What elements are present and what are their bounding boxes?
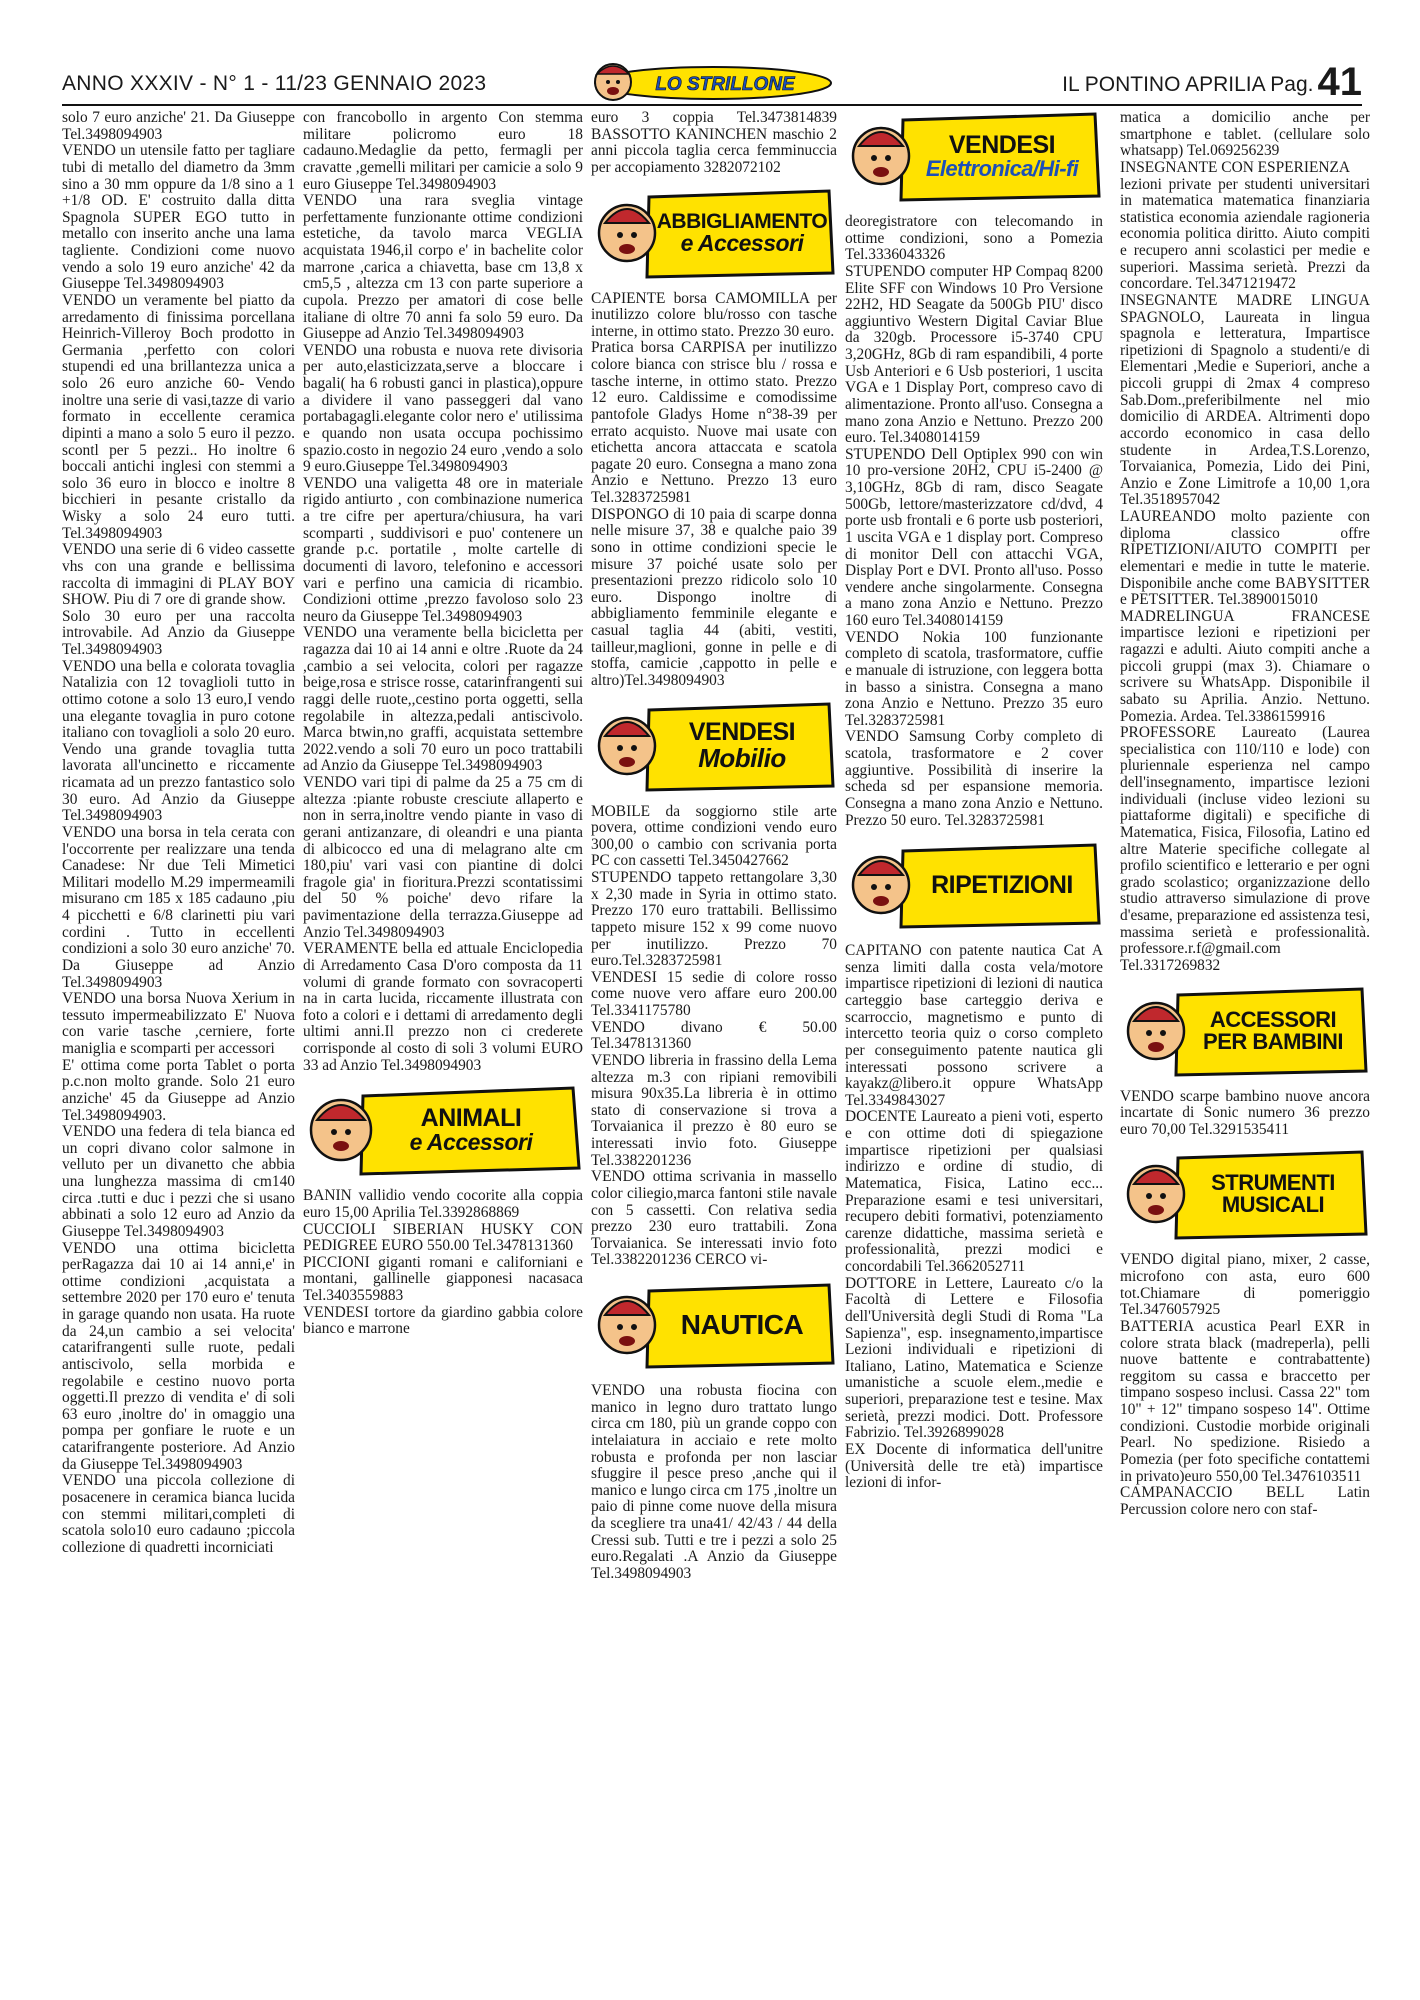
classified-ad: BANIN vallidio vendo cocorite alla coppia euro 15,00 Aprilia Tel.3392868869 [303, 1187, 583, 1221]
classified-ad: CAPITANO con patente nautica Cat A senza limiti dalla costa vela/motore impartisce ripetizioni di lezioni di nautica carteggio base carteggio deriva e scarroccio, magnetismo e punto di intercetto teoria quiz o corso completo per conseguimento patente nautica gli interessati possono scrivere a kayakz@libero.it oppure WhatsApp Tel.3349843027 [845, 942, 1103, 1109]
classified-ad: VENDO una veramente bella bicicletta per ragazza dai 10 ai 14 anni e oltre .Ruote da 24 ,cambio a sei velocita, colori per ragazze beige,rosa e strisce rosse, catarinfrangenti sui raggi delle ruote,,cestino porta oggetti, sella regolabile in altezza,pedali antiscivolo. Marca btwin,no graffi, acquistata settembre 2022.vendo a soli 70 euro un poco trattabili ad Anzio da Giuseppe Tel.3498094903 [303, 624, 583, 775]
logo-text: LO STRILLONE [655, 74, 795, 95]
section-title: STRUMENTI [1211, 1170, 1335, 1196]
classified-ad: euro 3 coppia Tel.3473814839 BASSOTTO KANINCHEN maschio 2 anni piccola taglia cerca femminuccia per accopiamento 3282072102 [591, 110, 837, 176]
classified-ad: STUPENDO computer HP Compaq 8200 Elite SFF con Windows 10 Pro Versione 22H2, HD Seagate da 500Gb PIU' disco aggiuntivo Western Digital Caviar Blue da 320gb. Processore i5-3740 CPU 3,20GHz, 8Gb di ram espandibili, 4 porte Usb Anteriori e 6 Usb posteriori, 1 uscita VGA e 1 Display Port, compreso cavo di alimentazione. Pronto all'uso. Consegna a mano zona Anzio e Nettuno. Prezzo 200 euro. Tel.3408014159 [845, 262, 1103, 447]
section-title: RIPETIZIONI [931, 870, 1073, 899]
classified-ad: CAMPANACCIO BELL Latin Percussion colore nero con staf- [1120, 1484, 1370, 1518]
column-4 [845, 110, 1103, 1990]
classified-ad: VENDO libreria in frassino della Lema altezza m.3 con ripiani removibili misura 90x35.La libreria è in ottimo stato di conservazione si trova a Torvaianica il prezzo è 80 euro se interessati invio foto. Giuseppe Tel.3382201236 [591, 1051, 837, 1169]
section-banner-bambini [1120, 985, 1370, 1077]
section-title: VENDESI [688, 718, 796, 746]
classified-ad: VENDO una rara sveglia vintage perfettamente funzionante ottime condizioni estetiche, da tavolo marca VEGLIA acquistata 1946,il corpo e' in bachelite color marrone ,carica a chiavetta, base cm 13,8 x cm5,5 , altezza cm 13 con parte superiore a cupola. Prezzo per amatori di cose belle italiane di oltre 70 anni fa solo 59 euro. Da Giuseppe ad Anzio Tel.3498094903 [303, 192, 583, 343]
classified-ad: VENDO vari tipi di palme da 25 a 75 cm di altezza :piante robuste cresciute allaperto e non in serra,inoltre vendo piante in vaso di gerani antizanzare, di oleandri e una pianta di albicocco ed una di melagrano alte cm 180,piu' vari vasi con piantine di dolci fragole gia' in fioritura.Prezzi scontatissimi del 50 % poiche' devo rifare la pavimentazione della terrazza.Giuseppe ad Anzio Tel.3498094903 [303, 774, 583, 941]
column-2 [303, 110, 583, 1990]
classified-ad: VERAMENTE bella ed attuale Enciclopedia di Arredamento Casa D'oro composta da 11 volumi di grande formato con sovracoperti na in carta lucida, riccamente illustrata con foto a colori e i dettami di arredamento degli ultimi anni.Il prezzo non ci crederete corrisponde al costo di soli 3 volumi EURO 33 ad Anzio Tel.3498094903 [303, 940, 583, 1074]
classified-ad: VENDO Nokia 100 funzionante completo di scatola, trasformatore, cuffie e manuale di istruzione, con leggera botta in basso a sinistra. Consegna a mano zona Anzio e Nettuno. Prezzo 35 euro Tel.3283725981 [845, 628, 1103, 729]
section-banner-musicali [1120, 1148, 1370, 1240]
classified-ad: VENDO un veramente bel piatto da arredamento di finissima porcellana Heinrich-Villeroy Boch prodotto in Germania ,perfetto con colori stupendi ed una brillantezza unica a solo 26 euro anziche 60- Vendo inoltre una serie di vasi,tazze di vario formato in eccellente ceramica dipinti a mano a solo 5 euro il pezzo. scontl per 5 pezzi.. Ho inoltre 6 boccali antichi inglesi con stemmi a solo 36 euro in blocco e inoltre 8 bicchieri in pesante cristallo da Wisky a solo 24 euro tutti. Tel.3498094903 [62, 291, 295, 542]
section-banner-animali [303, 1084, 583, 1176]
classified-ad: VENDO una borsa in tela cerata con l'occorrente per realizzare una tenda Canadese: Nr due Teli Mimetici Militari modello M.29 impermeamili misurano cm 185 x 185 cadauno ,piu 4 picchetti e 6/8 clarinetti piu vari cordini . Tutto in eccellenti condizioni a solo 30 euro anziche' 70. Da Giuseppe ad Anzio Tel.3498094903 [62, 823, 295, 991]
classified-ad: DOCENTE Laureato a pieni voti, esperto e con ottime doti di spiegazione impartisce ripetizioni per qualsiasi indirizzo e ordine di studio, di Matematica, Fisica, Latino ecc... Preparazione esami e tesi universitari, recupero debiti formativi, potenziamento carenze didattiche, massima serietà e professionalità, prezzi modici e concordabili Tel.3662052711 [845, 1108, 1103, 1275]
classified-ad: PICCIONI giganti romani e californiani e montani, gallinelle giapponesi nacasaca Tel.3403559883 [303, 1253, 583, 1304]
classified-ad: VENDO un utensile fatto per tagliare tubi di metallo del diametro da 3mm sino a 30 mm oppure da 1/8 sino a 1 +1/8 OD. E' costruito dalla ditta Spagnola SUPER EGO tutto in metallo con inserito anche una lama tagliente. Condizioni come nuovo vendo a solo 19 euro anziche' 42 da Giuseppe Tel.3498094903 [62, 142, 295, 293]
classified-ad: VENDO scarpe bambino nuove ancora incartate di Sonic numero 36 prezzo euro 70,00 Tel.3291535411 [1120, 1087, 1370, 1138]
classified-ad: CUCCIOLI SIBERIAN HUSKY CON PEDIGREE EURO 550.00 Tel.3478131360 [303, 1220, 583, 1255]
classified-ad: VENDO una serie di 6 video cassette vhs con una grande e bellissima raccolta di immagini di PLAY BOY SHOW. Piu di 7 ore di grande show. [62, 541, 295, 609]
section-title: NAUTICA [680, 1309, 804, 1340]
classified-ad: INSEGNANTE MADRE LINGUA SPAGNOLO, Laureata in lingua spagnola e letteratura, Impartisce ripetizioni di Spagnolo a studenti/e di Elementari ,Medie e Superiori, anche a piccoli gruppi di 2max 4 compreso Sab.Dom.,preferibilmente nel mio domicilio di ARDEA. Altrimenti dopo accordo economico in casa dello studente in Ardea,T.S.Lorenzo, Torvaianica, Pomezia, Lido dei Pini, Anzio e Zone Limitrofe a 10,00 1,ora Tel.3518957042 [1120, 291, 1370, 509]
classified-ad: STUPENDO tappeto rettangolare 3,30 x 2,30 made in Syria in ottimo stato. Prezzo 170 euro trattabili. Bellissimo tappeto misure 152 x 99 come nuovo per inutilizzo. Prezzo 70 euro.Tel.3283725981 [591, 869, 837, 970]
classified-ad: VENDO divano € 50.00 Tel.3478131360 [591, 1018, 837, 1053]
classified-ad: BATTERIA acustica Pearl EXR in colore strata black (madreperla), pelli nuove battente e contrabattente) reggitom su cassa e braccetto per timpano sospeso inclusi. Cassa 22" tom 10" + 12" timpano sospeso 14". Ottime condizioni. Custodie morbide originali Pearl. No spedizione. Risiedo a Pomezia (per foto specifiche contattemi in privato)euro 550,00 Tel.3476103511 [1120, 1317, 1370, 1485]
section-title: ABBIGLIAMENTO [656, 209, 828, 233]
classified-ad: VENDO una borsa Nuova Xerium in tessuto impermeabilizzato E' Nuova con varie tasche ,cerniere, forte maniglia e scomparti per accessori [62, 990, 295, 1057]
classified-ad: con francobollo in argento Con stemma militare policromo euro 18 cadauno.Medaglie da petto, fermagli per cravatte ,gemelli militari per camicie a solo 9 euro Giuseppe Tel.3498094903 [303, 110, 583, 193]
classified-ad: CAPIENTE borsa CAMOMILLA per inutilizzo colore blu/rosso con tasche interne, in ottimo stato. Prezzo 30 euro. [591, 289, 837, 340]
classified-ad: STUPENDO Dell Optiplex 990 con win 10 pro-versione 20H2, CPU i5-2400 @ 3,10GHz, 8Gb di ram, disco Seagate 500Gb, lettore/masterizzatore cd/dvd, 4 porte usb frontali e 6 porte usb posteriori, 1 uscita VGA e 1 display port. Compreso di monitor Dell con attacchi VGA, Display Port e DVI. Pronto all'uso. Posso vendere anche singolarmente. Consegna a mano zona Anzio e Nettuno. Prezzo 160 euro Tel.3408014159 [845, 445, 1103, 629]
classified-ad: VENDO ottima scrivania in massello color ciliegio,marca fantoni stile navale con 5 cassetti. Con relativa sedia prezzo 230 euro trattabili. Zona Torvaianica. Se interessati invio foto Tel.3382201236 CERCO vi- [591, 1168, 837, 1269]
section-subtitle: e Accessori [409, 1129, 533, 1156]
classified-ad: deoregistratore con telecomando in ottime condizioni, sono a Pomezia Tel.3336043326 [845, 213, 1103, 264]
publication-name: IL PONTINO APRILIA Pag. [1062, 73, 1314, 96]
section-banner-ripetizioni [845, 839, 1103, 931]
classified-ad: VENDO una ottima bicicletta perRagazza dai 10 ai 14 anni,e' in ottime condizioni ,acquistata a settembre 2020 per 170 euro e' tenuta in garage quando non usata. Ha ruote da 24,un cambio a sei velocita' catarifrangenti sulle ruote, pedali antiscivolo, sella morbida e regolabile e cestino nuovo porta oggetti.Il prezzo di vendita e' di soli 63 euro ,inoltre do' in omaggio una pompa per gonfiare le ruote e un catarifrangente posteriore. Ad Anzio da Giuseppe Tel.3498094903 [62, 1239, 295, 1473]
classified-ad: DOTTORE in Lettere, Laureato c/o la Facoltà di Lettere e Filosofia dell'Università degli Studi di Roma "La Sapienza", esp. insegnamento,impartisce Lezioni individuali e ripetizioni di Italiano, Latino, Matematica e Scienze umanistiche a scuole elem.,medie e superiori, preparazione test e tesine. Max serietà, prezzi modici. Dott. Professore Fabrizio. Tel.3926899028 [845, 1274, 1103, 1442]
publication-info [1062, 60, 1362, 105]
classified-ad: LAUREANDO molto paziente con diploma classico offre RIPETIZIONI/AIUTO COMPITI per elementari e medie in tutte le materie. Disponibile anche come BABYSITTER e PETSITTER. Tel.3890015010 [1120, 508, 1370, 609]
section-banner-mobilio [591, 700, 837, 792]
section-title: ACCESSORI [1209, 1006, 1337, 1032]
classified-ad: VENDESI 15 sedie di colore rosso come nuove vero affare euro 200.00 Tel.3341175780 [591, 968, 837, 1019]
section-banner-nautica [591, 1279, 837, 1371]
classified-ad: VENDESI tortore da giardino gabbia colore bianco e marrone [303, 1303, 583, 1338]
section-subtitle: Elettronica/Hi-fi [925, 155, 1079, 181]
classified-ad: EX Docente di informatica dell'unitre (Università delle tre età) impartisce lezioni di infor- [845, 1440, 1103, 1492]
classified-ad: VENDO una robusta e nuova rete divisoria per auto,elasticizzata,serve a bloccare i bagali( ha 6 robusti ganci in plastica),oppure a dividere il vano passeggeri dal vano portabagagli.elegante color nero e' utilissima e quando non usata occupa pochissimo spazio.costo in negozio 24 euro ,vendo a solo 9 euro.Giuseppe Tel.3498094903 [303, 341, 583, 476]
classified-ad: MOBILE da soggiorno stile arte povera, ottime condizioni vendo euro 300,00 o cambio con scrivania porta PC con cassetti Tel.3450427662 [591, 802, 837, 870]
classified-ad: E' ottima come porta Tablet o porta p.c.non molto grande. Solo 21 euro anziche' 45 da Giuseppe ad Anzio Tel.3498094903. [62, 1056, 295, 1124]
classified-ad: VENDO una bella e colorata tovaglia Natalizia con 12 tovaglioli tutto in ottimo cotone a solo 13 euro,I vendo una elegante tovaglia in puro cotone italiano con tovaglioli a solo 20 euro. Vendo una grande tovaglia tutta lavorata all'uncinetto e riccamente ricamata ad un prezzo fantastico solo 30 euro. Ad Anzio da Giuseppe Tel.3498094903 [62, 657, 295, 825]
lo-strillone-logo [585, 60, 835, 106]
classified-ad: DISPONGO di 10 paia di scarpe donna nelle misure 37, 38 e qualche paio 39 sono in ottime condizioni specie le misure 37 poiché usate solo per presentazioni prezzo ridicolo solo 10 euro. Dispongo inoltre di abbigliamento femminile elegante e casual taglia 44 (abiti, vestiti, tailleur,maglioni, gonne in pelle e di stoffa, camicie ,cappotto in pelle e altro)Tel.3498094903 [591, 505, 837, 689]
classified-ad: Solo 30 euro per una raccolta introvabile. Ad Anzio da Giuseppe Tel.3498094903 [62, 607, 295, 658]
classified-ad: MADRELINGUA FRANCESE impartisce lezioni e ripetizioni per ragazzi e adulti. Aiuto compiti anche a piccoli gruppi (max 3). Chiamare o scrivere su WhatsApp. Disponibile il sabato su Aprilia. Anzio. Nettuno. Pomezia. Ardea. Tel.3386159916 [1120, 607, 1370, 725]
classified-ad: Pratica borsa CARPISA per inutilizzo colore bianca con strisce blu / rossa e tasche interne, in ottimo stato. Prezzo 12 euro. Caldissime e comodissime pantofole Gladys Home n°38-39 per errato acquisto. Nuove mai usate con etichetta ancora attaccata e scatola pagate 20 euro. Consegna a mano zona Anzio e Nettuno. Prezzo 13 euro Tel.3283725981 [591, 339, 837, 506]
section-banner-abbigliamento [591, 187, 837, 279]
classified-ad: VENDO una robusta fiocina con manico in legno duro trattato lungo circa cm 180, più un grande coppo con intelaiatura in acciaio e rete molto robusta e profonda per non lasciar sfuggire il pesce preso ,anche qui il manico e lungo circa cm 175 ,inoltre un paio di pinne come nuove della misura da scegliere tra una41/ 42/43 / 44 della Cressi sub. Tutti e tre i pezzi a solo 25 euro.Regalati .A Anzio da Giuseppe Tel.3498094903 [591, 1382, 837, 1582]
classified-ad: VENDO una federa di tela bianca ed un copri divano color salmone in velluto per un divanetto che abbia una lunghezza massima di cm140 circa .tutti e duc i pezzi che si usano abbinati a solo 12 euro ad Anzio da Giuseppe Tel.3498094903 [62, 1123, 295, 1240]
column-1 [62, 110, 295, 1990]
classified-ad: lezioni private per studenti universitari in matematica matematica finanziaria statistica economia aziendale ragioneria economia politica diritto. Aiuto compiti e recupero anni scolastici per medie e superiori. Massima serietà. Prezzi da concordare. Tel.3471219472 [1120, 175, 1370, 293]
classified-ad: solo 7 euro anziche' 21. Da Giuseppe Tel.3498094903 [62, 110, 295, 143]
page-number: 41 [1317, 60, 1362, 104]
classified-ad: matica a domicilio anche per smartphone e tablet. (cellulare solo whatsapp) Tel.069256239 [1120, 110, 1370, 160]
section-banner-elettronica [845, 110, 1103, 202]
classified-ad: PROFESSORE Laureato (Laurea specialistica con 110/110 e lode) con pluriennale esperienza nel campo dell'insegnamento, impartisce lezioni individuali (incluse video lezioni su piattaforme digitali) e specifiche di Matematica, Fisica, Filosofia, Latino ed altre Materie specifiche collegate al profilo scientifico e letterario e per ogni grado scolastico; organizzazione dello studio attraverso simulazione di prove d'esame, preparazione ed assistenza tesi, massima serietà e professionalità. professore.r.f@gmail.com Tel.3317269832 [1120, 724, 1370, 974]
classified-ad: INSEGNANTE CON ESPERIENZA [1120, 158, 1350, 176]
classified-ad: VENDO digital piano, mixer, 2 casse, microfono con asta, euro 600 tot.Chiamare di pomeriggio Tel.3476057925 [1120, 1251, 1370, 1319]
column-5 [1120, 110, 1370, 1990]
section-subtitle: Mobilio [698, 743, 786, 773]
classified-ad: VENDO una valigetta 48 ore in materiale rigido antiurto , con combinazione numerica a tre cifre per apertura/chiusura, ha vari scomparti , suddivisori e puo' contenere un grande p.c. portatile , molte cartelle di documenti di lavoro, telefonino e accessori vari e perfino una camicia di ricambio. Condizioni ottime ,prezzo favoloso solo 23 neuro da Giuseppe Tel.3498094903 [303, 474, 583, 625]
classified-ad: VENDO una piccola collezione di posacenere in ceramica bianca lucida con stemmi militari,completi di scatola solo10 euro cadauno ;piccola collezione di quadretti incorniciati [62, 1472, 295, 1556]
issue-info: ANNO XXXIV - N° 1 - 11/23 GENNAIO 2023 [62, 72, 487, 95]
column-3 [591, 110, 837, 1990]
section-title: VENDESI [948, 130, 1056, 159]
section-subtitle: e Accessori [680, 229, 804, 256]
section-subtitle: PER BAMBINI [1203, 1028, 1343, 1054]
section-subtitle: MUSICALI [1221, 1192, 1325, 1218]
section-title: ANIMALI [420, 1104, 522, 1133]
classified-ad: VENDO Samsung Corby completo di scatola, trasformatore e 2 cover aggiuntive. Possibilità di inserire la scheda sd per espansione memoria. Consegna a mano zona Anzio e Nettuno. Prezzo 50 euro. Tel.3283725981 [845, 728, 1103, 829]
